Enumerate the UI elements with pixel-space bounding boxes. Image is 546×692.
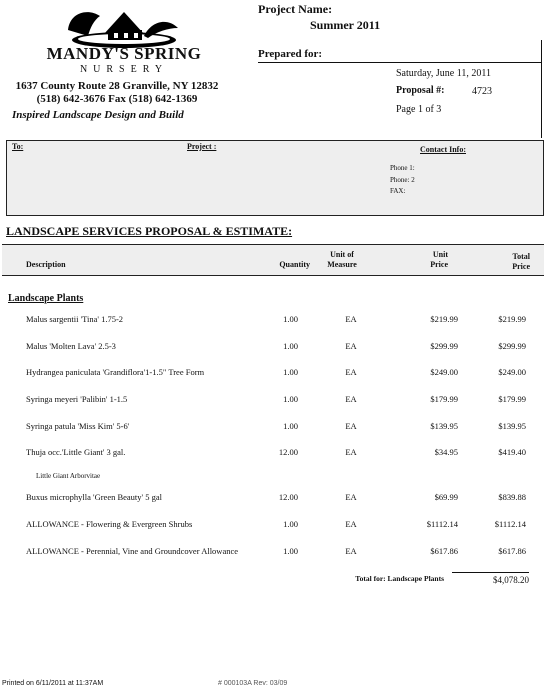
item-description: Malus sargentii 'Tina' 1.75-2 <box>26 314 124 324</box>
logo-subtitle: NURSERY <box>79 64 169 75</box>
item-total-price: $299.99 <box>498 341 526 351</box>
group-total-rule <box>452 572 529 573</box>
item-description: ALLOWANCE - Flowering & Evergreen Shrubs <box>26 519 193 529</box>
item-uom: EA <box>345 367 357 377</box>
item-total-price: $419.40 <box>498 447 526 457</box>
item-total-price: $839.88 <box>498 492 526 502</box>
item-unit-price: $34.95 <box>434 447 458 457</box>
group-total-label: Total for: Landscape Plants <box>355 574 444 583</box>
column-header-unit-price <box>396 250 448 270</box>
column-header-description: Description <box>26 260 66 269</box>
item-unit-price: $1112.14 <box>426 519 458 529</box>
item-uom: EA <box>345 341 357 351</box>
item-unit-price: $617.86 <box>430 546 458 556</box>
unit-price-header-line-2: Price <box>430 260 448 269</box>
item-unit-price: $69.99 <box>434 492 458 502</box>
item-quantity: 12.00 <box>278 492 298 502</box>
item-quantity: 12.00 <box>278 447 298 457</box>
item-quantity: 1.00 <box>283 367 298 377</box>
item-description: Hydrangea paniculata 'Grandiflora'1-1.5" Tree Form <box>26 367 205 377</box>
item-quantity: 1.00 <box>283 314 298 324</box>
item-uom: EA <box>345 447 357 457</box>
address-line-1: 1637 County Route 28 Granville, NY 12832 <box>15 80 219 92</box>
item-total-price: $249.00 <box>498 367 526 377</box>
item-total-price: $179.99 <box>498 394 526 404</box>
logo-name: MANDY'S SPRING <box>46 44 202 63</box>
phone-2-label: Phone: 2 <box>390 176 415 184</box>
total-price-header-line-1: Total <box>512 252 530 261</box>
column-header-total-price <box>478 252 530 272</box>
company-address <box>12 80 222 106</box>
project-name-label: Project Name: <box>258 2 333 16</box>
item-description: Malus 'Molten Lava' 2.5-3 <box>26 341 116 351</box>
uom-header-line-2: Measure <box>327 260 357 269</box>
item-quantity: 1.00 <box>283 394 298 404</box>
group-total-value: $4,078.20 <box>493 575 529 585</box>
project-label: Project : <box>187 142 217 151</box>
item-unit-price: $299.99 <box>430 341 458 351</box>
item-uom: EA <box>345 519 357 529</box>
proposal-number-value: 4723 <box>472 86 492 97</box>
section-title: LANDSCAPE SERVICES PROPOSAL & ESTIMATE: <box>6 224 293 238</box>
house-tree-icon <box>68 12 178 48</box>
total-price-header-line-2: Price <box>512 262 530 271</box>
item-unit-price: $249.00 <box>430 367 458 377</box>
address-line-2: (518) 642-3676 Fax (518) 642-1369 <box>36 93 198 105</box>
item-total-price: $219.99 <box>498 314 526 324</box>
item-description: Syringa patula 'Miss Kim' 5-6' <box>26 421 130 431</box>
phone-1-label: Phone 1: <box>390 164 415 172</box>
group-title: Landscape Plants <box>8 293 84 304</box>
item-unit-price: $219.99 <box>430 314 458 324</box>
header-right-rule <box>541 40 542 138</box>
page-indicator: Page 1 of 3 <box>396 104 442 115</box>
item-description: Buxus microphylla 'Green Beauty' 5 gal <box>26 492 162 502</box>
printed-timestamp: Printed on 6/11/2011 at 11:37AM <box>2 680 104 687</box>
contact-info-label: Contact Info: <box>420 145 466 154</box>
to-label: To: <box>12 142 24 151</box>
prepared-for-label: Prepared for: <box>258 48 323 60</box>
proposal-date: Saturday, June 11, 2011 <box>396 68 491 79</box>
unit-price-header-line-1: Unit <box>432 250 448 259</box>
item-uom: EA <box>345 314 357 324</box>
item-description: ALLOWANCE - Perennial, Vine and Groundcover Allowance <box>26 546 239 556</box>
item-quantity: 1.00 <box>283 341 298 351</box>
item-note: Little Giant Arborvitae <box>36 472 101 480</box>
item-total-price: $617.86 <box>498 546 526 556</box>
item-quantity: 1.00 <box>283 421 298 431</box>
uom-header-line-1: Unit of <box>330 250 354 259</box>
item-uom: EA <box>345 421 357 431</box>
item-uom: EA <box>345 394 357 404</box>
fax-label: FAX: <box>390 187 406 195</box>
item-quantity: 1.00 <box>283 519 298 529</box>
item-uom: EA <box>345 546 357 556</box>
project-name-value: Summer 2011 <box>310 18 381 32</box>
item-unit-price: $139.95 <box>430 421 458 431</box>
item-quantity: 1.00 <box>283 546 298 556</box>
company-tagline: Inspired Landscape Design and Build <box>12 109 184 121</box>
item-description: Syringa meyeri 'Palibin' 1-1.5 <box>26 394 128 404</box>
item-unit-price: $179.99 <box>430 394 458 404</box>
column-header-quantity: Quantity <box>279 260 310 269</box>
form-revision: # 000103A Rev: 03/09 <box>218 680 288 687</box>
prepared-for-rule <box>258 62 541 63</box>
column-header-unit-of-measure <box>320 250 364 270</box>
proposal-number-label: Proposal #: <box>396 85 445 96</box>
item-description: Thuja occ.'Little Giant' 3 gal. <box>26 447 126 457</box>
item-total-price: $139.95 <box>498 421 526 431</box>
item-uom: EA <box>345 492 357 502</box>
item-total-price: $1112.14 <box>494 519 526 529</box>
